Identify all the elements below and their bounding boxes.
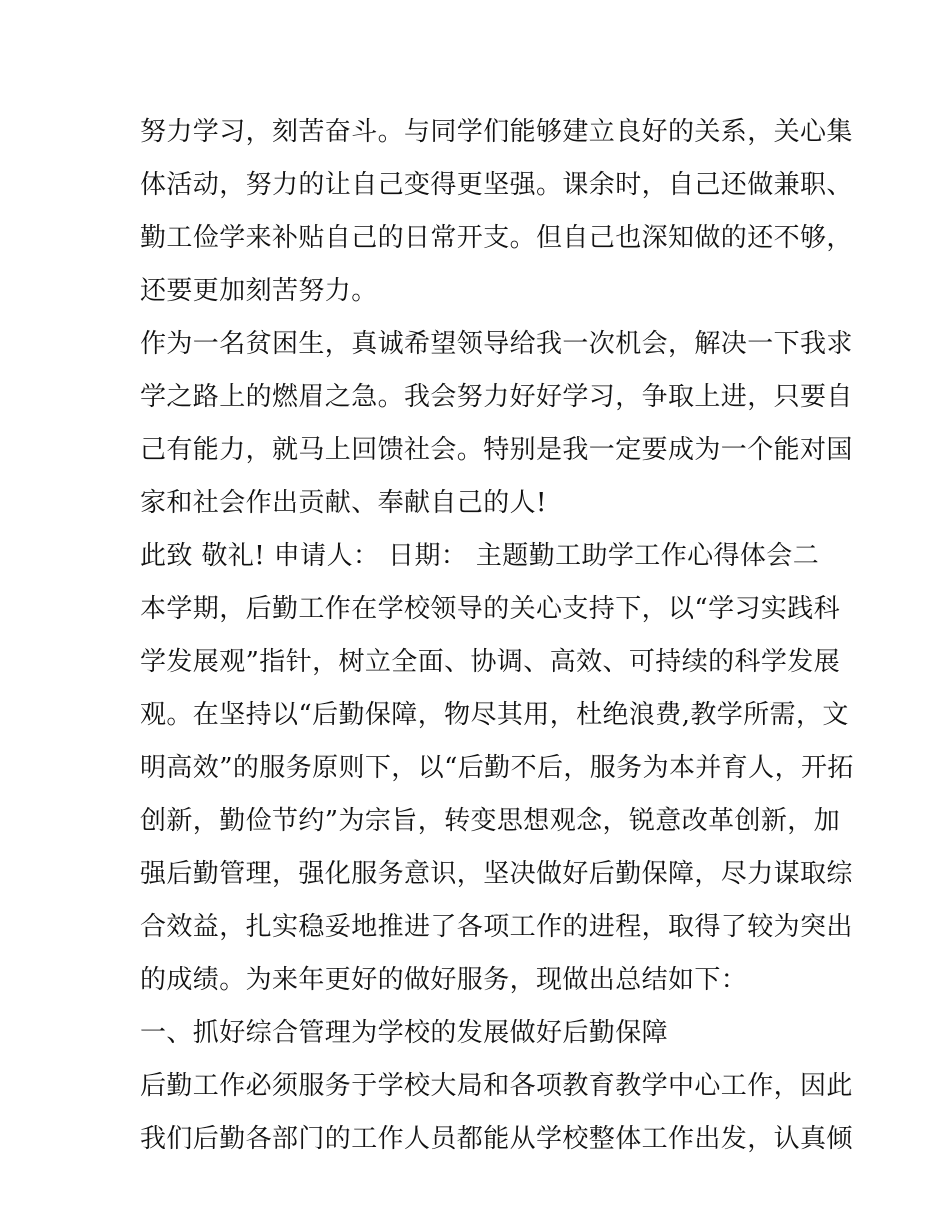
text-line: 我们后勤各部门的工作人员都能从学校整体工作出发，认真倾 [140, 1124, 853, 1154]
text-line: 努力学习，刻苦奋斗。与同学们能够建立良好的关系，关心集 [140, 117, 853, 147]
text-line: 勤工俭学来补贴自己的日常开支。但自己也深知做的还不够， [140, 223, 853, 253]
text-line: 后勤工作必须服务于学校大局和各项教育教学中心工作，因此 [140, 1071, 853, 1101]
text-line: 此致 敬礼! 申请人： 日期： 主题勤工助学工作心得体会二 [140, 541, 820, 571]
section-heading: 一、抓好综合管理为学校的发展做好后勤保障 [140, 1018, 669, 1048]
text-line: 家和社会作出贡献、奉献自己的人! [140, 488, 547, 518]
text-line: 还要更加刻苦努力。 [140, 276, 378, 306]
text-line: 本学期，后勤工作在学校领导的关心支持下，以“学习实践科 [140, 594, 841, 624]
text-line: 明高效”的服务原则下，以“后勤不后，服务为本并育人，开拓 [140, 753, 854, 783]
text-line: 学发展观”指针，树立全面、协调、高效、可持续的科学发展 [140, 647, 841, 677]
text-line: 的成绩。为来年更好的做好服务，现做出总结如下： [140, 965, 748, 995]
text-line: 作为一名贫困生，真诚希望领导给我一次机会，解决一下我求 [140, 329, 853, 359]
text-line: 合效益，扎实稳妥地推进了各项工作的进程，取得了较为突出 [140, 912, 853, 942]
text-line: 创新，勤俭节约”为宗旨，转变思想观念，锐意改革创新，加 [140, 806, 841, 836]
text-line: 强后勤管理，强化服务意识，坚决做好后勤保障，尽力谋取综 [140, 859, 853, 889]
text-line: 己有能力，就马上回馈社会。特别是我一定要成为一个能对国 [140, 435, 853, 465]
text-line: 观。在坚持以“后勤保障，物尽其用，杜绝浪费,教学所需，文 [140, 700, 849, 730]
text-line: 学之路上的燃眉之急。我会努力好好学习，争取上进，只要自 [140, 382, 853, 412]
document-body [140, 106, 854, 1166]
text-line: 体活动，努力的让自己变得更坚强。课余时，自己还做兼职、 [140, 170, 853, 200]
